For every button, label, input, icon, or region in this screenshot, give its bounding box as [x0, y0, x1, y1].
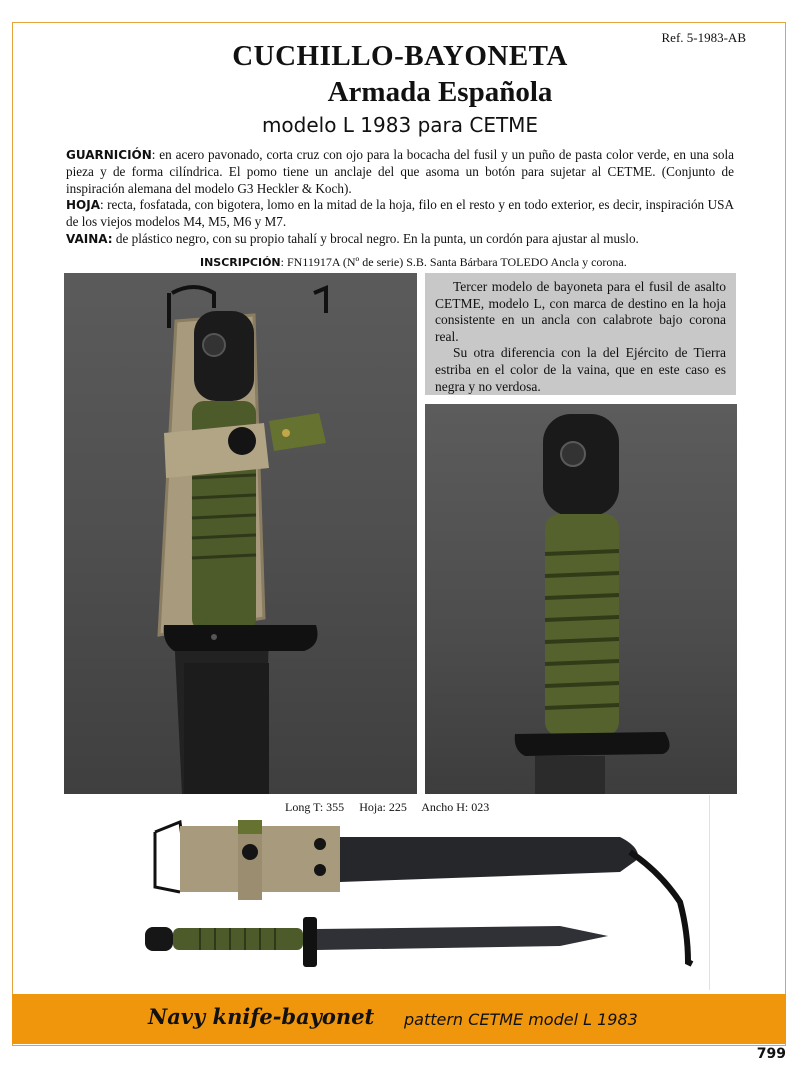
bottom-banner: [12, 994, 786, 1044]
crossguard: [303, 917, 317, 967]
hilt-closeup-photo: [425, 404, 737, 794]
hoja-paragraph: [66, 197, 734, 231]
inscription-label: INSCRIPCIÓN: [200, 256, 281, 269]
crossguard: [515, 732, 670, 756]
banner-subtitle: pattern CETME model L 1983: [404, 1010, 638, 1029]
blade-length: Hoja: 225: [359, 800, 407, 814]
strap-tab: [269, 413, 326, 451]
vaina-label: VAINA:: [66, 231, 113, 246]
guarnicion-label: GUARNICIÓN: [66, 148, 152, 162]
note-paragraph-2: Su otra diferencia con la del Ejército de Tierra estriba en el color de la vaina, que en este caso es negra y no verdosa.: [435, 345, 726, 394]
snap-fastener: [228, 427, 256, 455]
pommel-button: [203, 334, 225, 356]
scabbard-frog-illustration: [64, 273, 417, 794]
full-length-illustration: [140, 812, 710, 992]
wire-hook: [155, 822, 182, 837]
reference-code: Ref. 5-1983-AB: [661, 30, 746, 45]
leg-tie-cord: [630, 852, 692, 964]
blade-width: Ancho H: 023: [421, 800, 490, 814]
page-title: CUCHILLO-BAYONETA: [232, 40, 568, 72]
scabbard-body: [340, 837, 638, 882]
scabbard-frog-photo: [64, 273, 417, 794]
total-length: Long T: 355: [285, 800, 345, 814]
pommel-button: [561, 442, 585, 466]
strap-tab: [238, 820, 262, 834]
snap-fastener: [242, 844, 258, 860]
model-title: modelo L 1983 para CETME: [261, 113, 539, 137]
vaina-paragraph: [66, 231, 734, 248]
hilt-illustration: [425, 404, 737, 794]
inscription-line: [200, 255, 627, 270]
blade: [317, 926, 608, 950]
banner-title: Navy knife-bayonet: [148, 1004, 375, 1029]
scabbard-mouth: [535, 756, 605, 794]
guarnicion-text: : en acero pavonado, corta cruz con ojo para la bocacha del fusil y un puño de pasta color verde, en una sola pieza y de forma cilíndrica. El pomo tiene un anclaje del que asoma un botón para sujetar al CETME. (Conjunto de inspiración alemana del modelo G3 Heckler & Koch).: [66, 147, 734, 196]
guarnicion-paragraph: [66, 147, 734, 197]
note-box: [425, 273, 736, 395]
hoja-text: : recta, fosfatada, con bigotera, lomo en la mitad de la hoja, filo en el resto y en todo exterior, es decir, inspiración USA de los viejos modelos M4, M5, M6 y M7.: [66, 197, 734, 230]
description-block: [66, 147, 734, 248]
grip: [545, 514, 619, 736]
full-length-photo: [140, 812, 710, 992]
vaina-text: de plástico negro, con su propio tahalí y brocal negro. En la punta, un cordón para ajustar al muslo.: [112, 230, 639, 246]
pommel: [145, 927, 173, 951]
hoja-label: HOJA: [66, 198, 100, 213]
scabbard-lower: [184, 663, 269, 794]
pommel: [194, 311, 254, 401]
page-subtitle: Armada Española: [327, 76, 553, 108]
inscription-text: : FN11917A (Nº de serie) S.B. Santa Bárbara TOLEDO Ancla y corona.: [280, 255, 627, 269]
note-paragraph-1: Tercer modelo de bayoneta para el fusil de asalto CETME, modelo L, con marca de destino en la hoja consistente en un ancla con calabrote bajo corona real.: [435, 279, 726, 344]
pommel: [543, 414, 619, 516]
page-number: 799: [756, 1046, 786, 1062]
crossguard: [164, 625, 318, 651]
grip: [173, 928, 303, 950]
